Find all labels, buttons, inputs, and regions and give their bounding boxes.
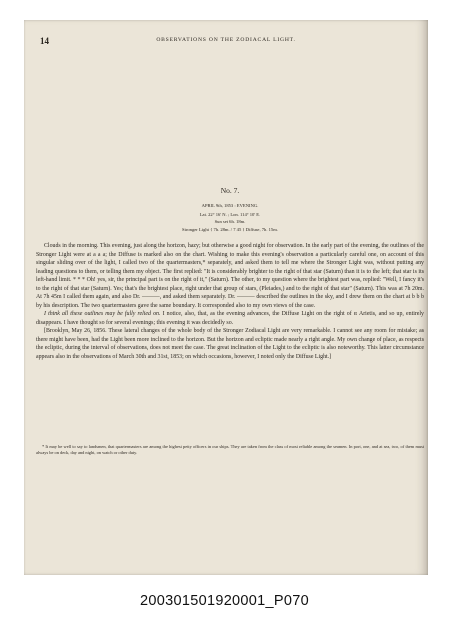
italic-rest: I notice, also, that, as the evening advances, the Diffuse Light on the right of α Arietis, and so up, entirely disappears. I have thought so for several evenings; this evening it was decidedly so. <box>36 311 425 326</box>
paragraph: [Brooklyn, May 26, 1856. These lateral changes of the whole body of the Stronger Zodiacal Light are very remarkable. I cannot see any room for mistake; as there might have been, had the Light been more inclined to the horizon. But the horizon and ecliptic made nearly a right angle. My own change of place, as respects the ecliptic, during the interval of observations, does not meet the case. The great inclination of the Light to the ecliptic is also noteworthy. This latter circumstance appears also in the observations of March 30th and 31st, 1853; on which occasions, however, I noted only the Diffuse Light.] <box>36 328 424 360</box>
paragraph: Clouds in the morning. This evening, just along the horizon, hazy; but otherwise a good night for observation. In the early part of the evening, the outlines of the Stronger Light were at a a a; the Diffuse is marked also on the chart. Wishing to make this evening's observation a particularly careful one, on account of this singular sliding over of the light, I called two of the quartermasters,* separately, and asked them to tell me where the Stronger Light was, without putting any leading questions to them, or telling them my object. The first replied: "It is considerably brighter to the right of that star (Saturn) than it is to the left; that star is its left-hand limit. * * * Oh! yes, sir, the principal part is on the right of it," (Saturn). The other, to my question where the brightest part was, replied: "Well, I fancy it's to the right of that star (Saturn). Yes; that's the brightest place, right under that group of stars, (Pleiades,) and to the right of that star" (Saturn). This was at 7h 20m. At 7h 45m I called them again, and also Dr. ———, and asked them separately. Dr. ——— described the outlines in the sky, and I drew them on the chart at b b b by his description. The two quartermasters gave the same boundary. It corresponded also to my own views of the case. <box>36 243 424 309</box>
entry-light-times: Stronger Light { 7h. 28m. / 7 45 } Diffuse, 7h. 15m. <box>182 227 278 232</box>
paragraph <box>36 310 424 327</box>
document-page <box>24 20 428 575</box>
body-text <box>36 242 424 361</box>
entry-position: Lat. 22° 16' N. ; Lon. 114° 10' E. <box>199 212 261 217</box>
entry-date: APRIL 9th, 1853 : EVENING. <box>201 203 259 208</box>
running-head: OBSERVATIONS ON THE ZODIACAL LIGHT. <box>156 37 296 43</box>
footnote <box>36 444 424 456</box>
image-caption: 200301501920001_P070 <box>140 593 309 609</box>
entry-sun-set: Sun set 6h. 18m. <box>214 219 246 224</box>
page-number: 14 <box>40 36 49 46</box>
entry-number: No. 7. <box>220 186 240 195</box>
italic-lead: I think all these outlines may be fully relied on. <box>44 311 161 317</box>
footnote-text: * It may be well to say to landsmen, that quartermasters are among the highest petty officers in our ships. They are taken from the class of most reliable among the seamen. In port, one, and at sea, two, of them must always be on deck, day and night, on watch or other duty. <box>36 444 424 456</box>
